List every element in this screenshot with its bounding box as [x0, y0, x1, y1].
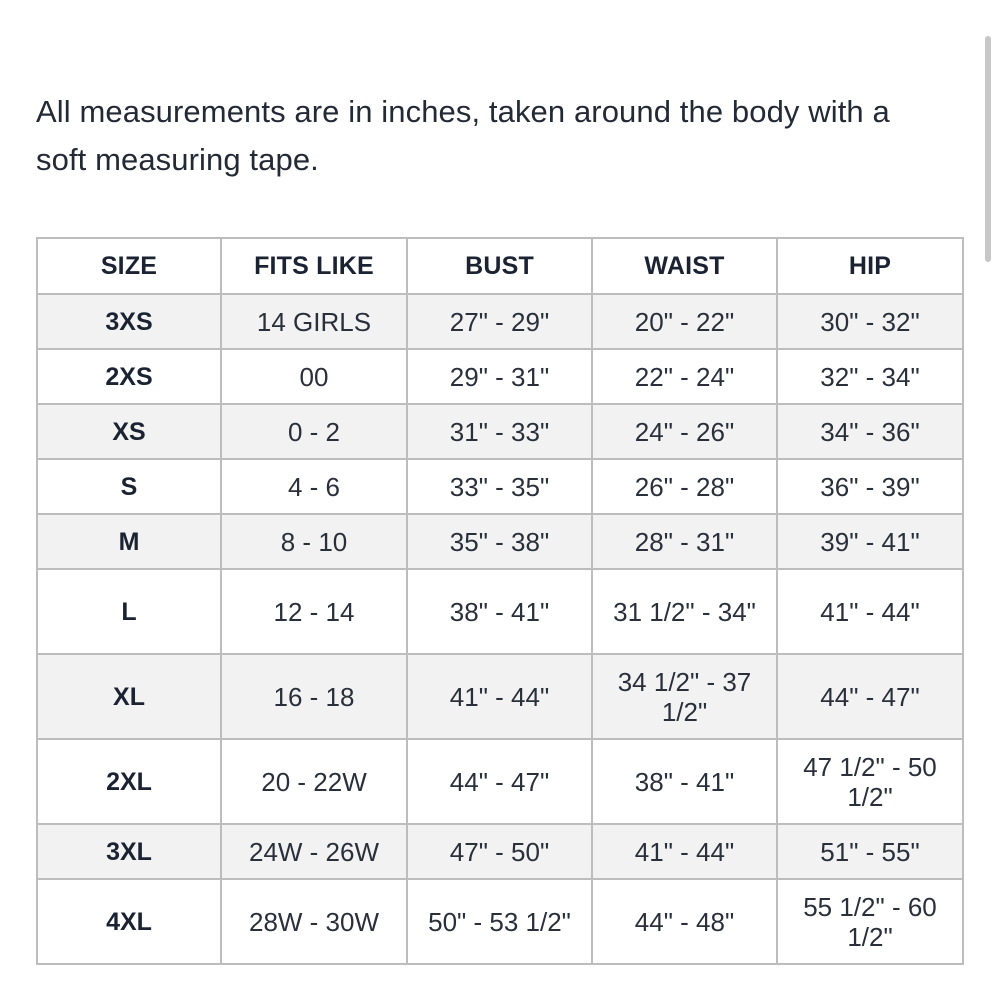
table-row	[37, 824, 963, 879]
hip-cell: 51" - 55"	[777, 824, 963, 879]
waist-cell: 31 1/2" - 34"	[592, 569, 777, 654]
size-cell: 3XL	[37, 824, 221, 879]
waist-cell: 41" - 44"	[592, 824, 777, 879]
fits-like-cell: 4 - 6	[221, 459, 407, 514]
table-header-row	[37, 238, 963, 294]
waist-cell: 22" - 24"	[592, 349, 777, 404]
fits-like-cell: 12 - 14	[221, 569, 407, 654]
header-size: SIZE	[37, 238, 221, 294]
hip-cell: 39" - 41"	[777, 514, 963, 569]
hip-cell: 47 1/2" - 50 1/2"	[777, 739, 963, 824]
hip-cell: 55 1/2" - 60 1/2"	[777, 879, 963, 964]
fits-like-cell: 20 - 22W	[221, 739, 407, 824]
table-row	[37, 654, 963, 739]
bust-cell: 50" - 53 1/2"	[407, 879, 592, 964]
waist-cell: 26" - 28"	[592, 459, 777, 514]
hip-cell: 34" - 36"	[777, 404, 963, 459]
size-cell: 2XS	[37, 349, 221, 404]
hip-cell: 41" - 44"	[777, 569, 963, 654]
waist-cell: 28" - 31"	[592, 514, 777, 569]
header-fits-like: FITS LIKE	[221, 238, 407, 294]
table-row	[37, 739, 963, 824]
size-cell: S	[37, 459, 221, 514]
size-cell: 3XS	[37, 294, 221, 349]
fits-like-cell: 8 - 10	[221, 514, 407, 569]
size-cell: XS	[37, 404, 221, 459]
table-row	[37, 879, 963, 964]
fits-like-cell: 00	[221, 349, 407, 404]
header-hip: HIP	[777, 238, 963, 294]
size-cell: 4XL	[37, 879, 221, 964]
table-row	[37, 349, 963, 404]
size-chart-table	[36, 237, 964, 965]
waist-cell: 24" - 26"	[592, 404, 777, 459]
header-bust: BUST	[407, 238, 592, 294]
table-row	[37, 569, 963, 654]
waist-cell: 34 1/2" - 37 1/2"	[592, 654, 777, 739]
table-row	[37, 459, 963, 514]
size-cell: M	[37, 514, 221, 569]
waist-cell: 20" - 22"	[592, 294, 777, 349]
size-cell: L	[37, 569, 221, 654]
measurement-instructions: All measurements are in inches, taken around the body with a soft measuring tape.	[36, 94, 890, 177]
size-cell: 2XL	[37, 739, 221, 824]
bust-cell: 33" - 35"	[407, 459, 592, 514]
bust-cell: 35" - 38"	[407, 514, 592, 569]
hip-cell: 36" - 39"	[777, 459, 963, 514]
header-waist: WAIST	[592, 238, 777, 294]
bust-cell: 44" - 47"	[407, 739, 592, 824]
hip-cell: 30" - 32"	[777, 294, 963, 349]
waist-cell: 38" - 41"	[592, 739, 777, 824]
hip-cell: 32" - 34"	[777, 349, 963, 404]
bust-cell: 38" - 41"	[407, 569, 592, 654]
hip-cell: 44" - 47"	[777, 654, 963, 739]
fits-like-cell: 28W - 30W	[221, 879, 407, 964]
bust-cell: 31" - 33"	[407, 404, 592, 459]
fits-like-cell: 14 GIRLS	[221, 294, 407, 349]
table-row	[37, 404, 963, 459]
bust-cell: 29" - 31"	[407, 349, 592, 404]
vertical-scrollbar[interactable]	[985, 36, 991, 262]
table-row	[37, 294, 963, 349]
table-row	[37, 514, 963, 569]
fits-like-cell: 24W - 26W	[221, 824, 407, 879]
bust-cell: 27" - 29"	[407, 294, 592, 349]
bust-cell: 41" - 44"	[407, 654, 592, 739]
size-cell: XL	[37, 654, 221, 739]
fits-like-cell: 16 - 18	[221, 654, 407, 739]
fits-like-cell: 0 - 2	[221, 404, 407, 459]
bust-cell: 47" - 50"	[407, 824, 592, 879]
waist-cell: 44" - 48"	[592, 879, 777, 964]
